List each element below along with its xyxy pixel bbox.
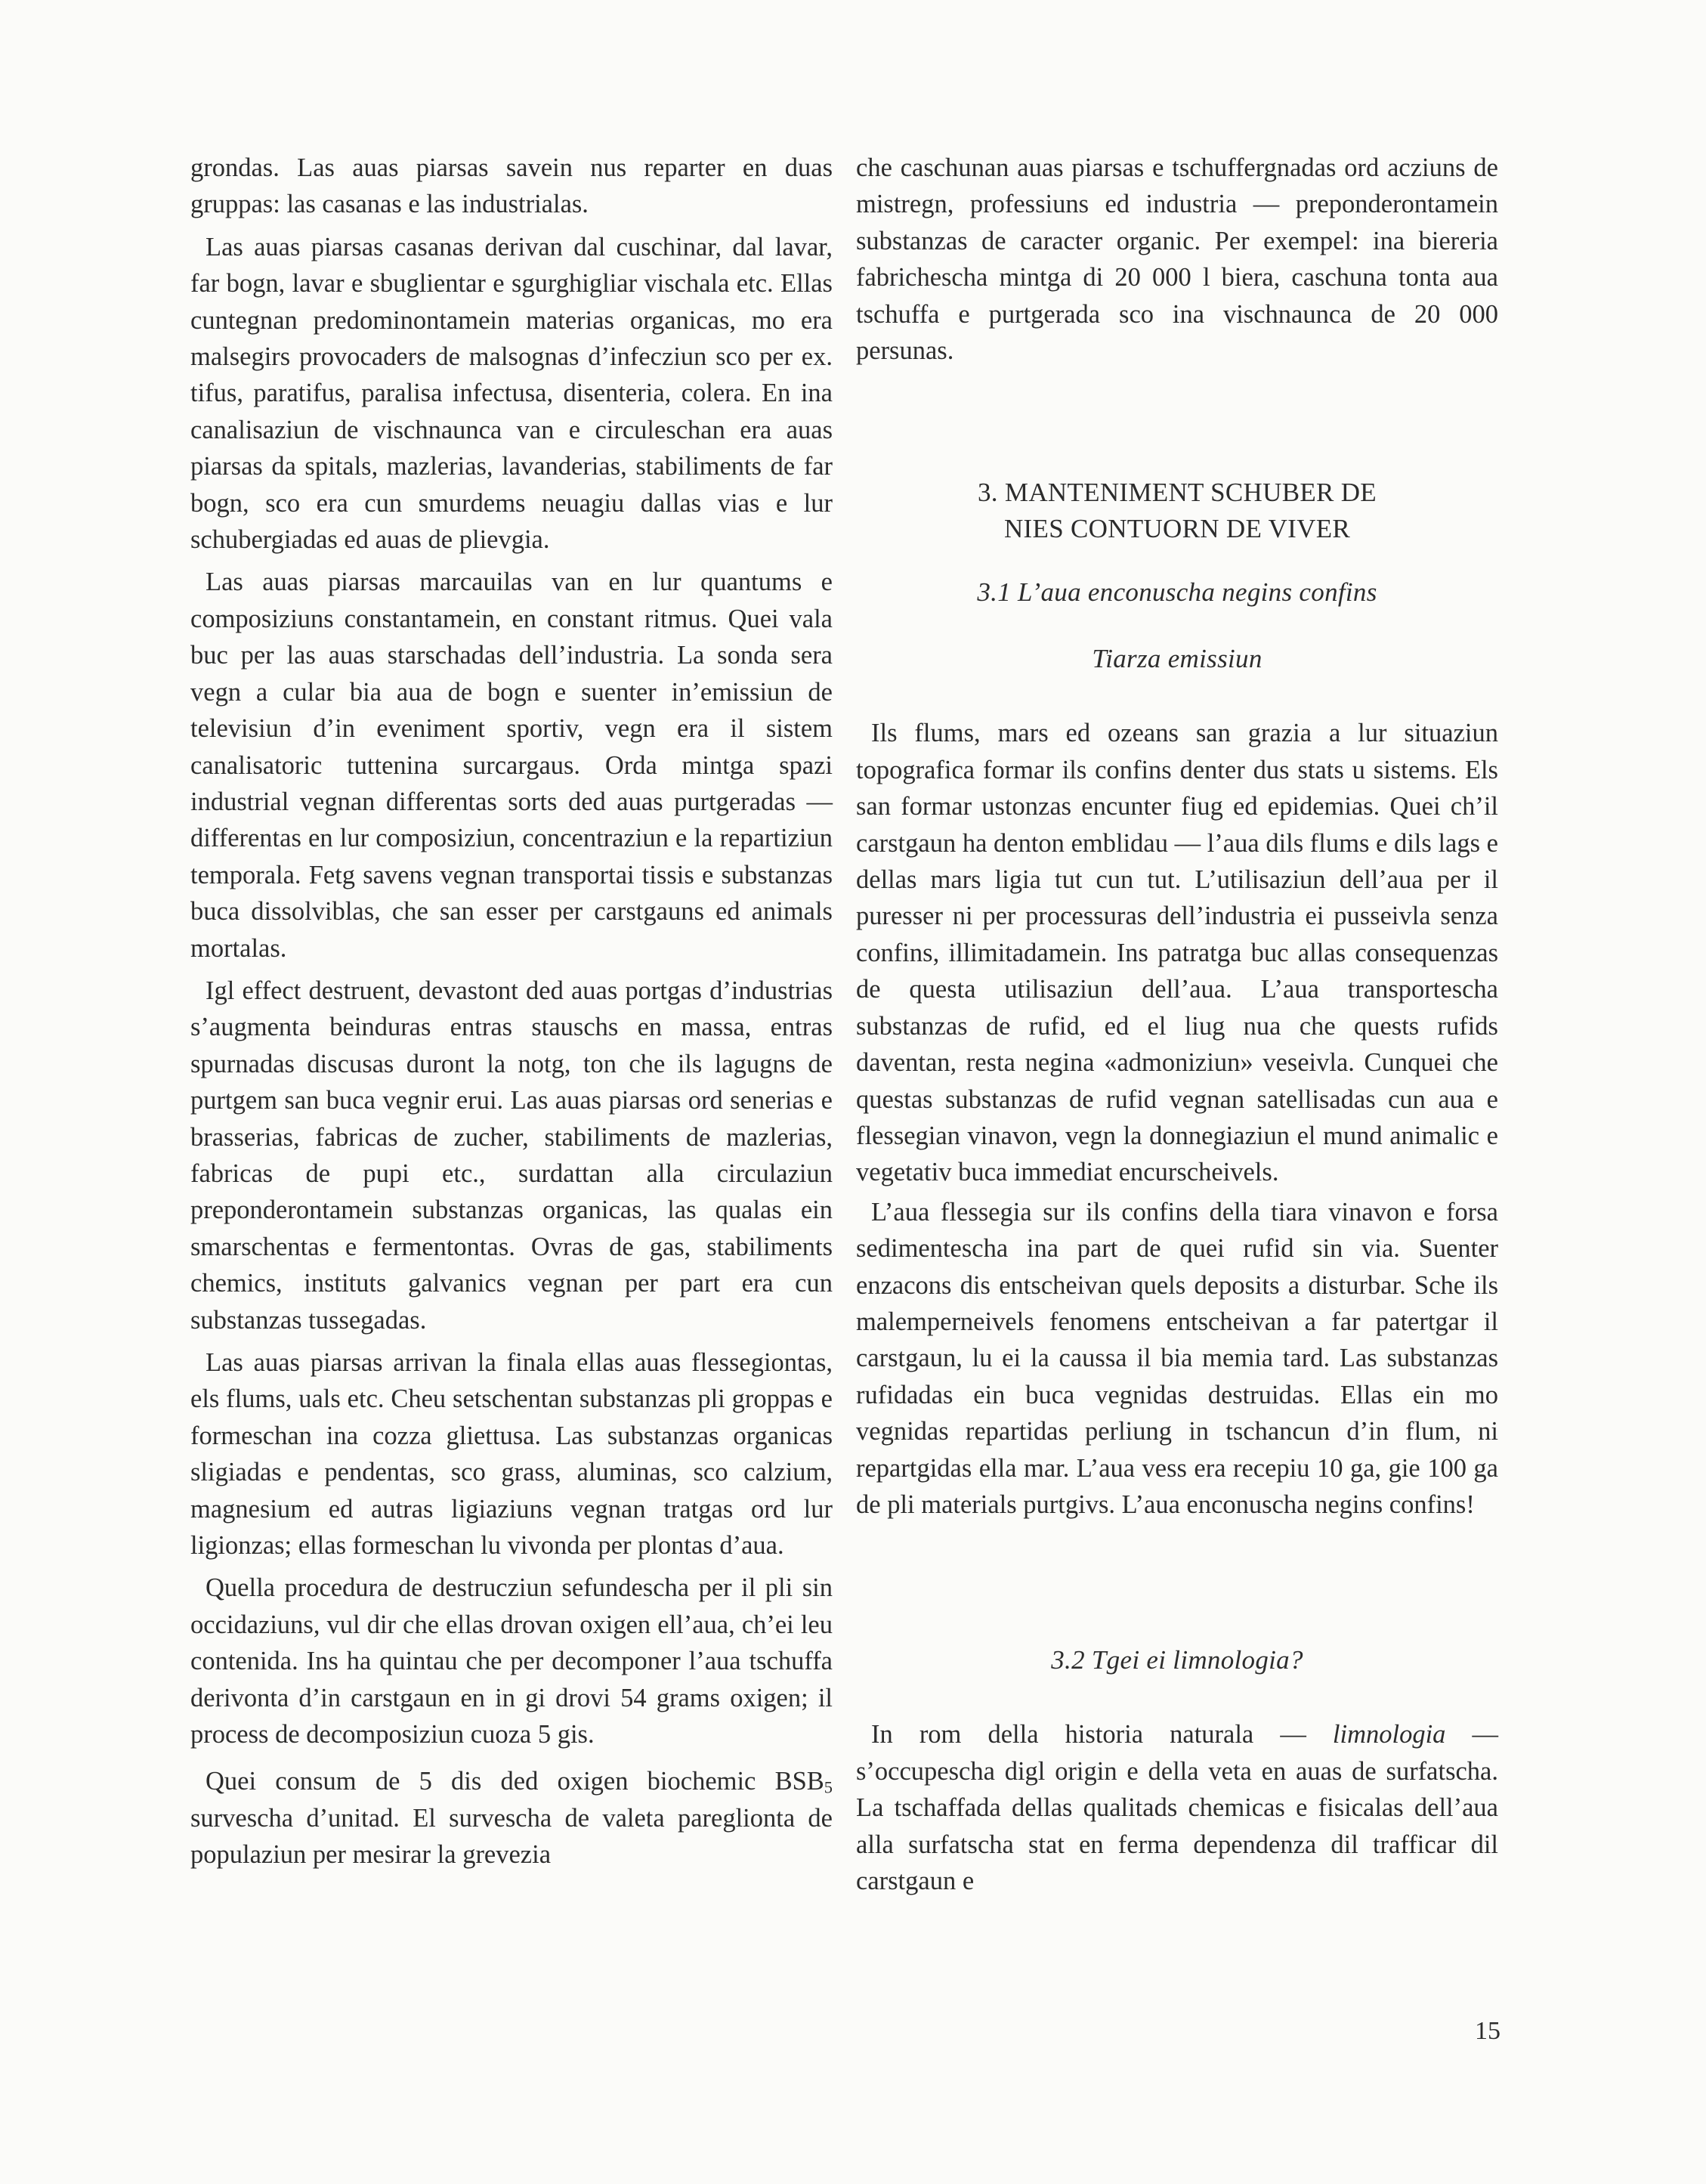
paragraph: Las auas piarsas casanas derivan dal cuschinar, dal lavar, far bogn, lavar e sbuglientar e sgurghigliar vischala etc. Ellas cuntegnan predominontamein materias organicas, mo era malsegirs provocaders de malsognas d’infecziun sco per ex. tifus, paratifus, paralisa infectusa, disenteria, colera. En ina canalisaziun de vischnaunca van e circuleschan era auas piarsas da spitals, mazlerias, lavanderias, stabiliments de far bogn, sco era cun smurdems neuagiu dallas vias e lur schubergiadas ed auas de plievgia. — [190, 232, 833, 555]
right-column — [856, 150, 1498, 1899]
text-run: survescha d’unitad. El survescha de valeta pareglionta de populaziun per mesirar la grevezia — [190, 1803, 833, 1870]
subsubheading: Tiarza emissiun — [1092, 644, 1263, 674]
text-run: In rom della historia naturala — — [871, 1720, 1333, 1749]
subheading: 3.2 Tgei ei limnologia? — [1051, 1645, 1303, 1675]
paragraph: Ils flums, mars ed ozeans san grazia a lur situaziun topografica formar ils confins denter dus stats u sistems. Els san formar ustonzas encunter fiug ed epidemias. Quei ch’il carstgaun ha denton emblidau — l’aua dils flums e dils lags e dellas mars ligia tut cun tut. L’utilisaziun dell’aua per il puresser ni per processuras dell’industria ei pusseivla senza confins, illimitadamein. Ins patratga buc allas consequenzas de questa utilisaziun dell’aua. L’aua transportescha substanzas de rufid, ed el liug nua che quests rufids daventan, resta negina «admoniziun» veseivla. Cunquei che questas substanzas de rufid vegnan satellisadas cun aua e flessegian vinavon, vegn la donnegiaziun el mund animalic e vegetativ buca immediat encurscheivels. — [856, 719, 1498, 1187]
left-column — [190, 150, 833, 1873]
paragraph: Quella procedura de destrucziun sefundescha per il pli sin occidaziuns, vul dir che ellas drovan oxigen ell’aua, ch’ei leu contenida. Ins ha quintau che per decomponer l’aua tschuffa derivonta d’in carstgaun en in gi drovi 54 grams oxigen; il process de decomposiziun cuoza 5 gis. — [190, 1573, 833, 1749]
section-heading — [856, 475, 1498, 547]
paragraph: che caschunan auas piarsas e tschuffergnadas ord acziuns de mistregn, professiuns ed industria — preponderontamein substanzas de caracter organic. Per exempel: ina biereria fabrichescha mintga di 20 000 l biera, caschuna tonta aua tschuffa e purtgerada sco ina vischnaunca de 20 000 persunas. — [856, 153, 1498, 366]
section-heading-line: 3. MANTENIMENT SCHUBER DE — [978, 478, 1377, 508]
paragraph: Las auas piarsas marcauilas van en lur quantums e composiziuns constantamein, en constant ritmus. Quei vala buc per las auas starschadas dell’industria. La sonda sera vegn a cular bia aua de bogn e suenter in’emissiun de televisiun d’in eveniment sportiv, vegn era il sistem canalisatoric tuttenina surcargaus. Orda mintga spazi industrial vegnan differentas sorts ded auas purtgeradas — differentas en lur composiziun, concentraziun e la repartiziun temporala. Fetg savens vegnan transportai tissis e substanzas buca dissolviblas, che san esser per carstgauns ed animals mortalas. — [190, 568, 833, 963]
paragraph: grondas. Las auas piarsas savein nus reparter en duas gruppas: las casanas e las industrialas. — [190, 153, 833, 219]
paragraph — [190, 1763, 833, 1873]
subscript: 5 — [824, 1777, 833, 1797]
text-run: — s’occupescha digl origin e della veta en auas de surfatscha. La tschaffada dellas qualitads chemicas e fisicalas dell’aua alla surfatscha stat en ferma dependenza dil trafficar dil carstgaun e — [856, 1720, 1498, 1895]
subheading: 3.1 L’aua enconuscha negins confins — [977, 577, 1377, 608]
paragraph: Las auas piarsas arrivan la finala ellas auas flessegiontas, els flums, uals etc. Cheu setschentan substanzas pli groppas e formeschan ina cozza gliettusa. Las substanzas organicas sligiadas e pendentas, sco grass, aluminas, sco calzium, magnesium ed autras ligiaziuns vegnan tratgas ord lur ligionzas; ellas formeschan lu vivonda per plontas d’aua. — [190, 1348, 833, 1561]
text-run: Quei consum de 5 dis ded oxigen biochemic BSB — [206, 1767, 824, 1796]
paragraph: Igl effect destruent, devastont ded auas portgas d’industrias s’augmenta beinduras entras stauschs en massa, entras spurnadas discusas duront la notg, ton che ils lagugns de purtgem san buca vegnir erui. Las auas piarsas ord senerias e brasserias, fabricas de zucher, stabiliments de mazlerias, fabricas de pupi etc., surdattan alla circulaziun preponderontamein substanzas organicas, las qualas ein smarschentas e fermentontas. Ovras de gas, stabiliments chemics, instituts galvanics vegnan per part era cun substanzas tussegadas. — [190, 976, 833, 1335]
paragraph: L’aua flessegia sur ils confins della tiara vinavon e forsa sedimentescha ina part de quei rufid sin via. Suenter enzacons dis entscheivan quels deposits a disturbar. Sche ils malemperneivels fenomens entscheivan a far patertgar il carstgaun, lu ei la caussa il bia memia tard. Las substanzas rufidadas ein buca vegnidas destruidas. Ellas ein mo vegnidas repartidas perliung in tschancun d’in flum, ni repartgidas ella mar. L’aua vess era recepiu 10 ga, gie 100 ga de pli materials purtgivs. L’aua enconuscha negins confins! — [856, 1197, 1498, 1519]
italic-term: limnologia — [1332, 1720, 1446, 1749]
section-heading-line: NIES CONTUORN DE VIVER — [1003, 514, 1351, 544]
paragraph — [856, 1716, 1498, 1899]
page-number: 15 — [1475, 2017, 1500, 2045]
